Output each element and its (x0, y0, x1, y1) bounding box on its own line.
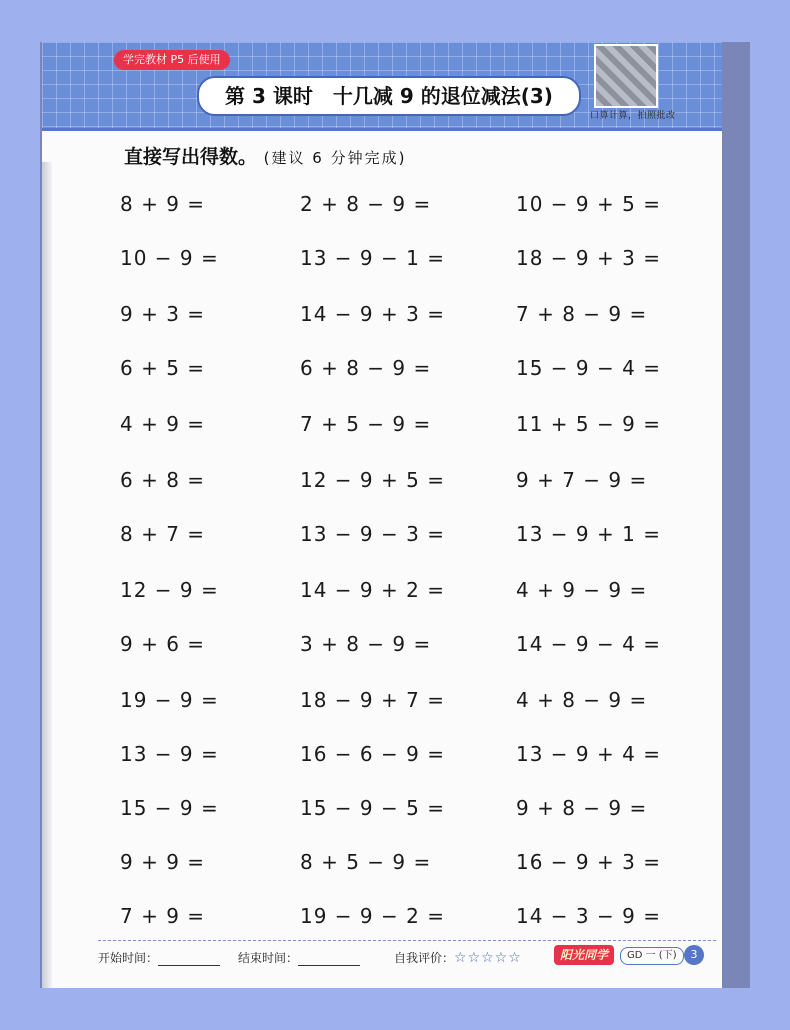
equation-item[interactable]: 10 − 9 + 5 = (516, 192, 661, 216)
instruction-note: (建议 6 分钟完成) (263, 149, 407, 167)
equation-item[interactable]: 9 + 3 = (120, 302, 206, 326)
usage-badge: 学完教材 P5 后使用 (114, 50, 230, 70)
equation-item[interactable]: 7 + 5 − 9 = (300, 412, 432, 436)
workbook-page (42, 42, 722, 988)
equation-item[interactable]: 19 − 9 − 2 = (300, 904, 445, 928)
rating-stars-icon[interactable]: ☆☆☆☆☆ (454, 950, 522, 966)
equation-item[interactable]: 7 + 9 = (120, 904, 206, 928)
qr-caption: 口算计算，拍照批改 (590, 111, 676, 121)
equation-item[interactable]: 13 − 9 + 1 = (516, 522, 661, 546)
exercise-instruction (124, 142, 406, 169)
end-time-field[interactable] (238, 949, 360, 966)
equation-item[interactable]: 2 + 8 − 9 = (300, 192, 432, 216)
equation-item[interactable]: 10 − 9 = (120, 246, 219, 270)
page-number: 3 (684, 945, 704, 965)
equation-item[interactable]: 14 − 9 − 4 = (516, 632, 661, 656)
end-time-line[interactable] (298, 955, 360, 966)
start-time-line[interactable] (158, 955, 220, 966)
self-evaluation (394, 949, 522, 966)
equation-item[interactable]: 7 + 8 − 9 = (516, 302, 648, 326)
start-time-field[interactable] (98, 949, 220, 966)
equation-item[interactable]: 16 − 6 − 9 = (300, 742, 445, 766)
page-footer (98, 940, 716, 971)
equation-item[interactable]: 15 − 9 − 5 = (300, 796, 445, 820)
equation-item[interactable]: 14 − 9 + 3 = (300, 302, 445, 326)
equation-item[interactable]: 9 + 8 − 9 = (516, 796, 648, 820)
equation-item[interactable]: 9 + 7 − 9 = (516, 468, 648, 492)
equation-item[interactable]: 19 − 9 = (120, 688, 219, 712)
equation-item[interactable]: 6 + 8 = (120, 468, 206, 492)
equation-item[interactable]: 6 + 8 − 9 = (300, 356, 432, 380)
equation-item[interactable]: 16 − 9 + 3 = (516, 850, 661, 874)
equation-item[interactable]: 13 − 9 + 4 = (516, 742, 661, 766)
equation-item[interactable]: 18 − 9 + 3 = (516, 246, 661, 270)
equation-item[interactable]: 8 + 5 − 9 = (300, 850, 432, 874)
qr-code-icon[interactable] (594, 44, 658, 108)
equation-item[interactable]: 15 − 9 − 4 = (516, 356, 661, 380)
page-header (42, 42, 722, 131)
equation-item[interactable]: 18 − 9 + 7 = (300, 688, 445, 712)
self-eval-label: 自我评价： (394, 951, 455, 965)
equation-item[interactable]: 4 + 9 = (120, 412, 206, 436)
equation-item[interactable]: 13 − 9 − 3 = (300, 522, 445, 546)
lesson-title: 第 3 课时 十几减 9 的退位减法(3) (197, 76, 581, 116)
equation-item[interactable]: 14 − 9 + 2 = (300, 578, 445, 602)
brand-logo: 阳光同学 (554, 945, 614, 965)
page-spine-shadow (42, 162, 52, 988)
equation-item[interactable]: 6 + 5 = (120, 356, 206, 380)
equation-item[interactable]: 3 + 8 − 9 = (300, 632, 432, 656)
equation-item[interactable]: 8 + 7 = (120, 522, 206, 546)
equation-item[interactable]: 11 + 5 − 9 = (516, 412, 661, 436)
equation-item[interactable]: 12 − 9 = (120, 578, 219, 602)
equation-item[interactable]: 12 − 9 + 5 = (300, 468, 445, 492)
start-time-label: 开始时间： (98, 951, 159, 965)
equation-item[interactable]: 13 − 9 − 1 = (300, 246, 445, 270)
equation-item[interactable]: 13 − 9 = (120, 742, 219, 766)
equation-item[interactable]: 9 + 6 = (120, 632, 206, 656)
equation-item[interactable]: 8 + 9 = (120, 192, 206, 216)
equation-item[interactable]: 4 + 9 − 9 = (516, 578, 648, 602)
equation-item[interactable]: 15 − 9 = (120, 796, 219, 820)
equation-item[interactable]: 14 − 3 − 9 = (516, 904, 661, 928)
grade-label: GD 一 (下) (620, 947, 684, 965)
instruction-main: 直接写出得数。 (124, 146, 258, 168)
equation-item[interactable]: 9 + 9 = (120, 850, 206, 874)
equation-item[interactable]: 4 + 8 − 9 = (516, 688, 648, 712)
end-time-label: 结束时间： (238, 951, 299, 965)
